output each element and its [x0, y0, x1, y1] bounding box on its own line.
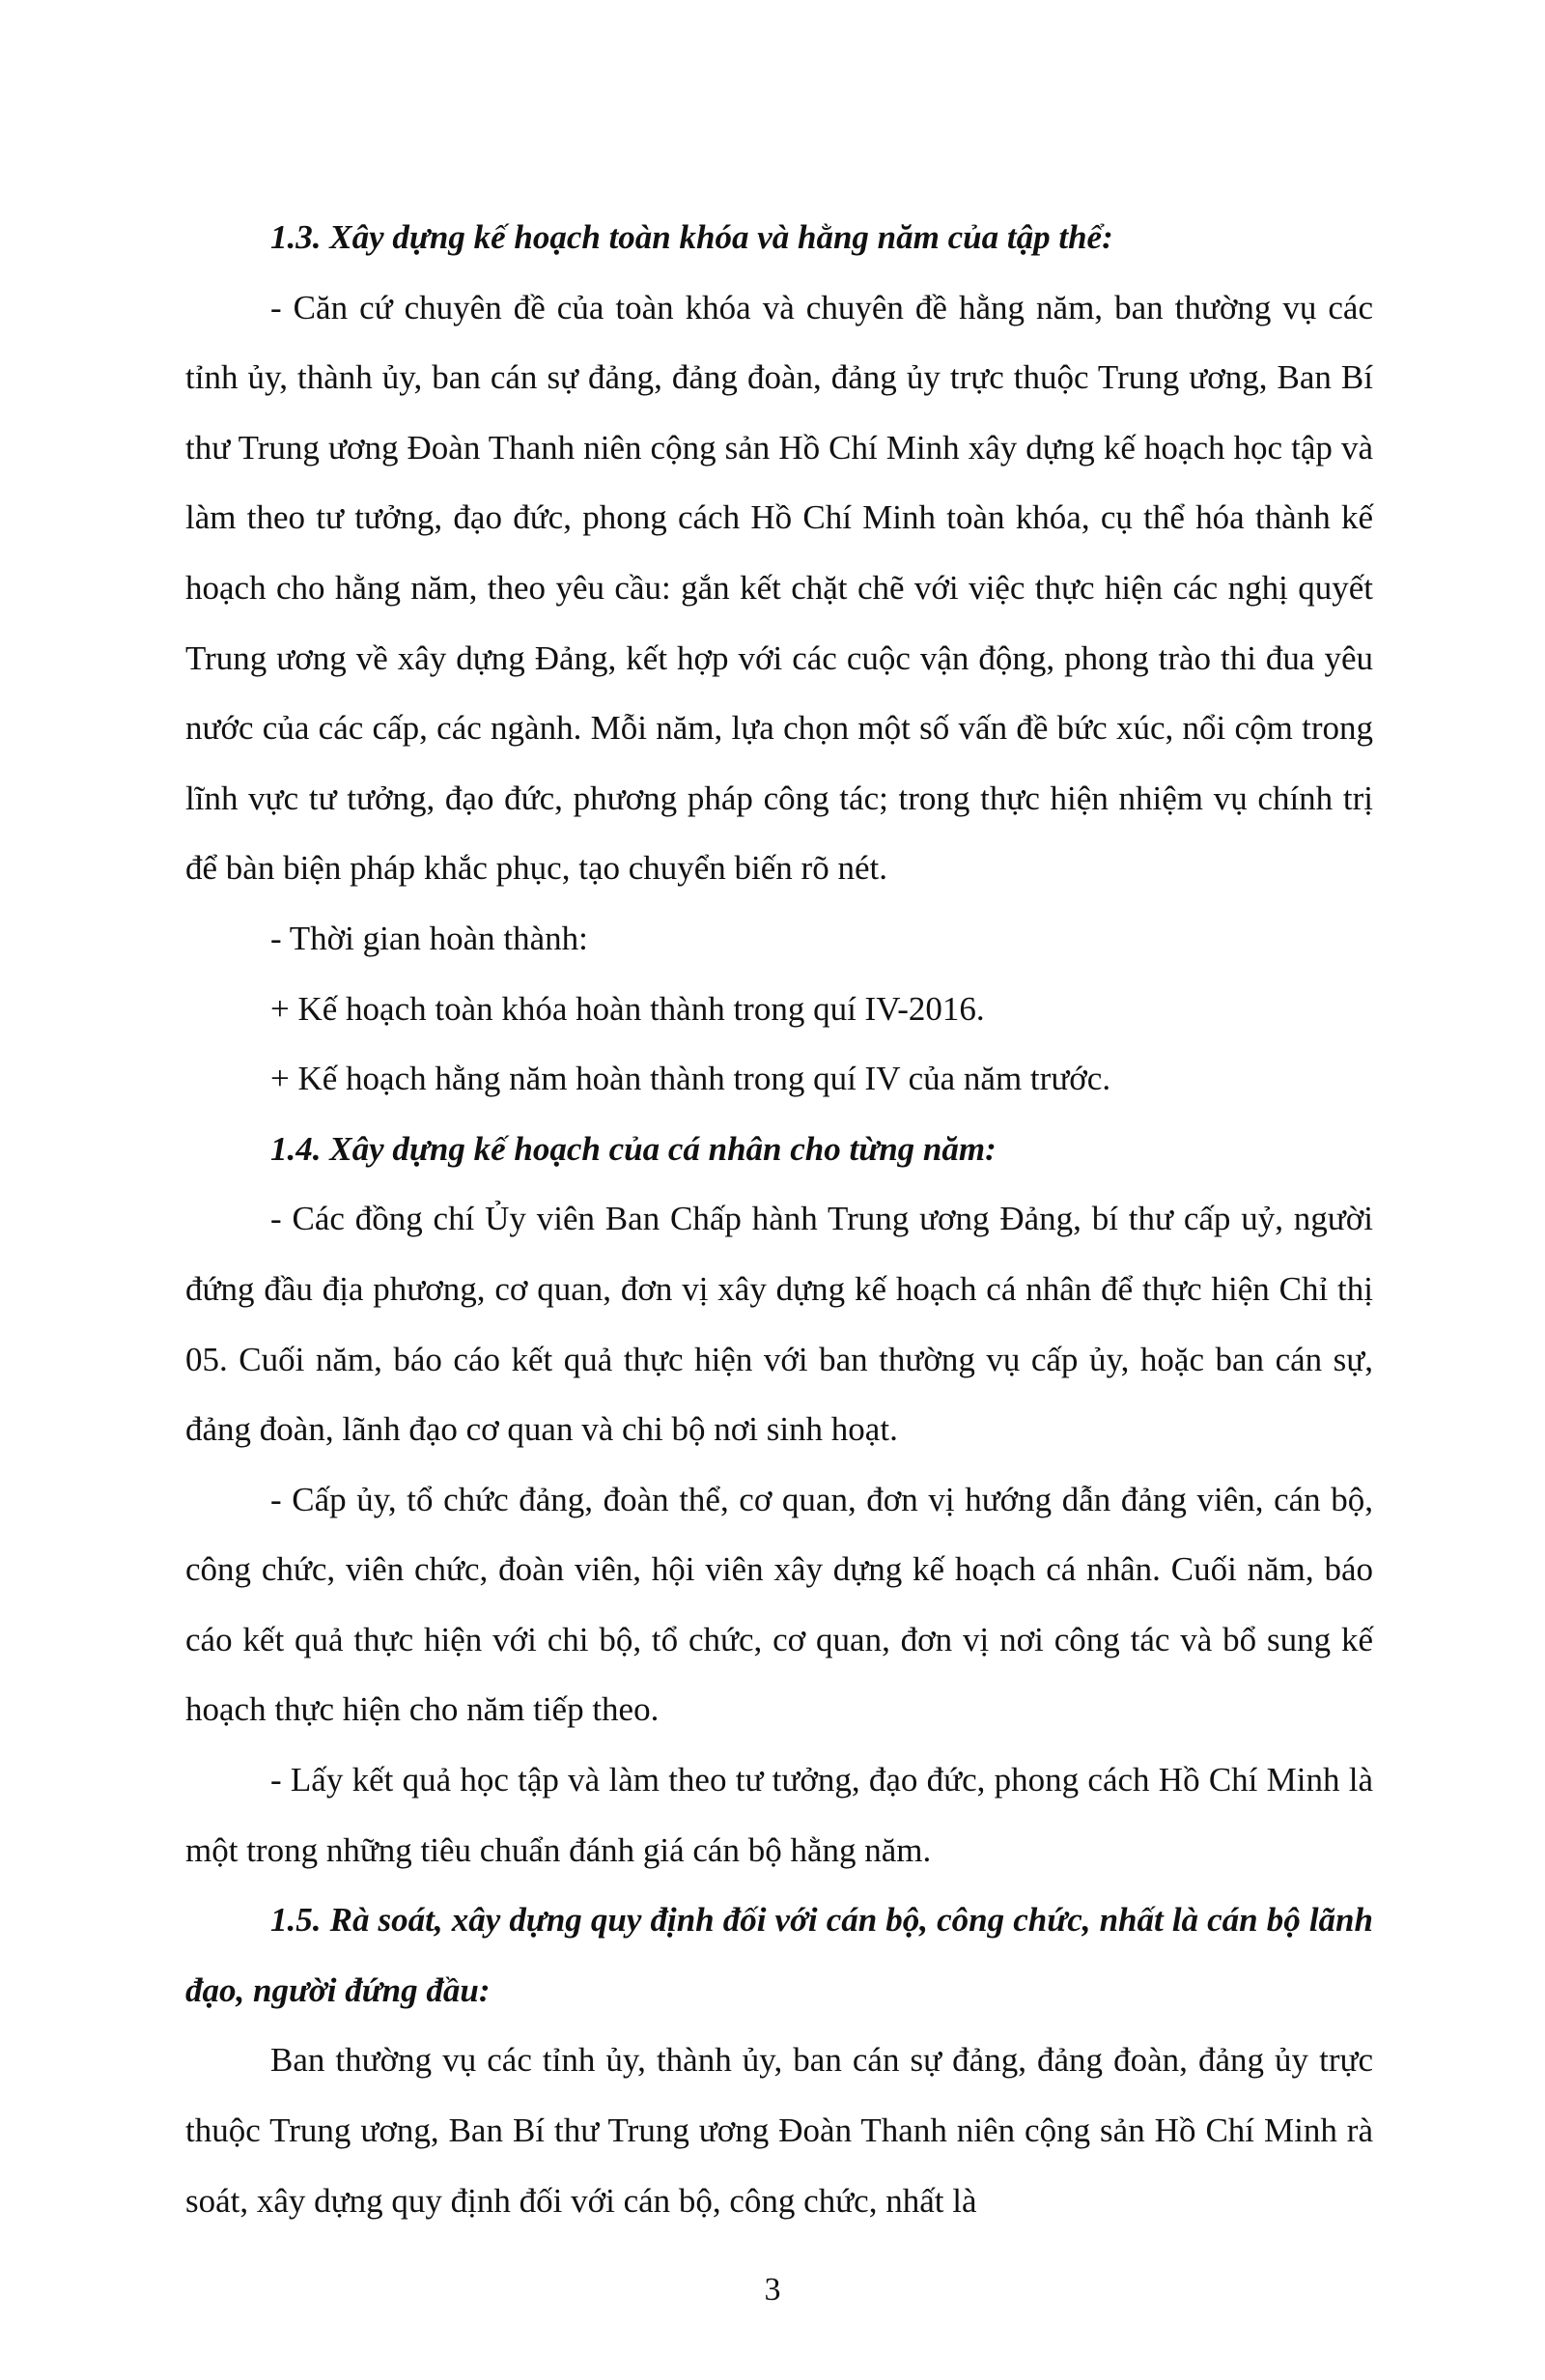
- section-1-4: [185, 1115, 1373, 1886]
- section-heading: 1.5. Rà soát, xây dựng quy định đối với cán bộ, công chức, nhất là cán bộ lãnh đạo, người đứng đầu:: [185, 1901, 1373, 2009]
- section-heading: 1.4. Xây dựng kế hoạch của cá nhân cho từng năm:: [270, 1129, 997, 1168]
- paragraph: - Thời gian hoàn thành:: [270, 919, 588, 957]
- paragraph: - Cấp ủy, tổ chức đảng, đoàn thể, cơ quan, đơn vị hướng dẫn đảng viên, cán bộ, công chức, viên chức, đoàn viên, hội viên xây dựng kế hoạch cá nhân. Cuối năm, báo cáo kết quả thực hiện với chi bộ, tổ chức, cơ quan, đơn vị nơi công tác và bổ sung kế hoạch thực hiện cho năm tiếp theo.: [185, 1480, 1373, 1729]
- section-heading: 1.3. Xây dựng kế hoạch toàn khóa và hằng năm của tập thể:: [270, 218, 1113, 256]
- section-1-3: [185, 203, 1373, 1115]
- paragraph: Ban thường vụ các tỉnh ủy, thành ủy, ban cán sự đảng, đảng đoàn, đảng ủy trực thuộc Trung ương, Ban Bí thư Trung ương Đoàn Thanh niên cộng sản Hồ Chí Minh rà soát, xây dựng quy định đối với cán bộ, công chức, nhất là: [185, 2041, 1373, 2220]
- paragraph: + Kế hoạch hằng năm hoàn thành trong quí IV của năm trước.: [270, 1060, 1111, 1098]
- paragraph: - Lấy kết quả học tập và làm theo tư tưởng, đạo đức, phong cách Hồ Chí Minh là một trong những tiêu chuẩn đánh giá cán bộ hằng năm.: [185, 1761, 1373, 1869]
- paragraph: - Căn cứ chuyên đề của toàn khóa và chuyên đề hằng năm, ban thường vụ các tỉnh ủy, thành ủy, ban cán sự đảng, đảng đoàn, đảng ủy trực thuộc Trung ương, Ban Bí thư Trung ương Đoàn Thanh niên cộng sản Hồ Chí Minh xây dựng kế hoạch học tập và làm theo tư tưởng, đạo đức, phong cách Hồ Chí Minh toàn khóa, cụ thể hóa thành kế hoạch cho hằng năm, theo yêu cầu: gắn kết chặt chẽ với việc thực hiện các nghị quyết Trung ương về xây dựng Đảng, kết hợp với các cuộc vận động, phong trào thi đua yêu nước của các cấp, các ngành. Mỗi năm, lựa chọn một số vấn đề bức xúc, nổi cộm trong lĩnh vực tư tưởng, đạo đức, phương pháp công tác; trong thực hiện nhiệm vụ chính trị để bàn biện pháp khắc phục, tạo chuyển biến rõ nét.: [185, 288, 1373, 888]
- paragraph: - Các đồng chí Ủy viên Ban Chấp hành Trung ương Đảng, bí thư cấp uỷ, người đứng đầu địa phương, cơ quan, đơn vị xây dựng kế hoạch cá nhân để thực hiện Chỉ thị 05. Cuối năm, báo cáo kết quả thực hiện với ban thường vụ cấp ủy, hoặc ban cán sự, đảng đoàn, lãnh đạo cơ quan và chi bộ nơi sinh hoạt.: [185, 1200, 1373, 1449]
- document-body: [185, 203, 1373, 2236]
- paragraph: + Kế hoạch toàn khóa hoàn thành trong quí IV-2016.: [270, 989, 985, 1028]
- section-1-5: [185, 1885, 1373, 2236]
- page-number: 3: [764, 2272, 781, 2308]
